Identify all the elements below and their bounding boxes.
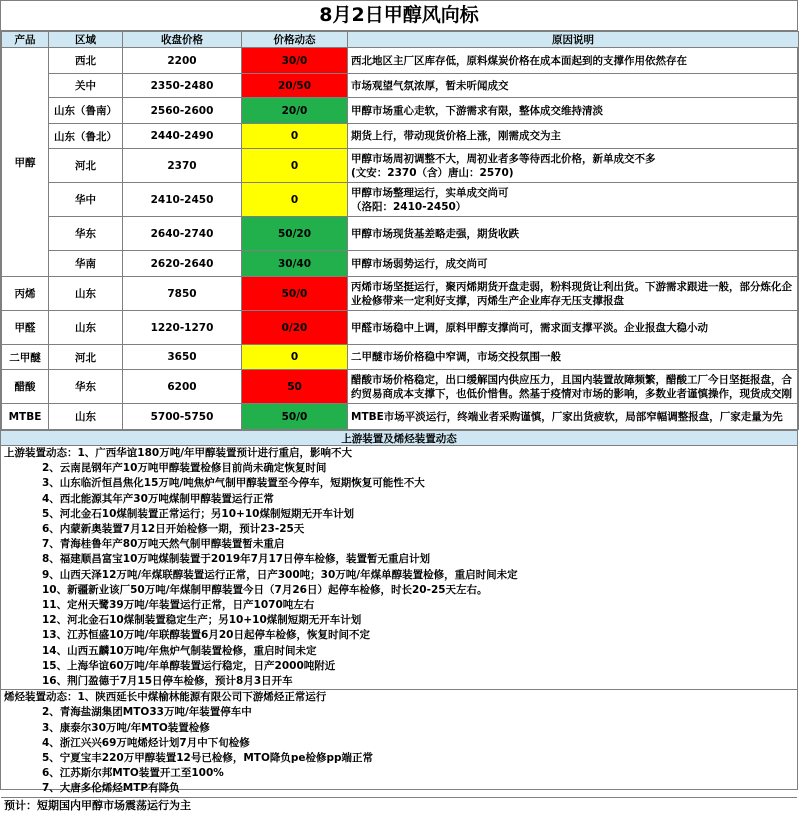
header-price: 收盘价格 — [123, 32, 242, 48]
note-item — [4, 705, 797, 720]
note-text: 10、新疆新业该厂50万吨/年煤制甲醇装置今日（7月26日）起停车检修，时长20-25天左右。 — [42, 583, 488, 596]
reason-cell — [348, 124, 799, 149]
note-item — [4, 690, 797, 705]
region-cell: 山东（鲁北） — [49, 124, 123, 149]
region-cell: 华东 — [49, 217, 123, 251]
reason-cell — [348, 183, 799, 217]
region-cell: 华中 — [49, 183, 123, 217]
region-cell: 华南 — [49, 251, 123, 277]
region-cell: 山东（鲁南） — [49, 98, 123, 124]
table-row — [2, 74, 799, 98]
reason-line: 甲醇市场弱势运行，成交尚可 — [351, 257, 488, 270]
note-item — [4, 736, 797, 751]
note-text: 1、陕西延长中煤榆林能源有限公司下游烯烃正常运行 — [77, 691, 327, 704]
table-row — [2, 217, 799, 251]
table-header-row — [2, 32, 799, 48]
header-reason: 原因说明 — [348, 32, 799, 48]
price-cell: 2410-2450 — [123, 183, 242, 217]
price-cell: 2200 — [123, 48, 242, 74]
product-cell: 二甲醚 — [2, 345, 49, 370]
price-cell: 2370 — [123, 149, 242, 183]
note-item — [4, 583, 797, 598]
note-item — [4, 674, 797, 689]
table-row — [2, 183, 799, 217]
table-row — [2, 48, 799, 74]
note-text: 6、江苏斯尔邦MTO装置开工至100% — [42, 767, 224, 780]
region-cell: 河北 — [49, 149, 123, 183]
price-dynamic-cell: 50 — [242, 370, 348, 404]
price-cell: 2350-2480 — [123, 74, 242, 98]
region-cell: 山东 — [49, 404, 123, 430]
note-text: 1、广西华谊180万吨/年甲醇装置预计进行重启，影响不大 — [77, 447, 353, 459]
reason-cell — [348, 370, 799, 404]
note-text: 15、上海华谊60万吨/年单醇装置运行稳定，日产2000吨附近 — [42, 659, 336, 672]
price-dynamic-cell: 0 — [242, 149, 348, 183]
region-cell: 山东 — [49, 277, 123, 311]
table-row — [2, 98, 799, 124]
note-item — [4, 522, 797, 537]
reason-cell — [348, 311, 799, 345]
note-item — [4, 781, 797, 796]
reason-line: 业检修带来一定利好支撑，丙烯生产企业库存无压支撑报盘 — [351, 294, 624, 307]
price-dynamic-cell: 30/0 — [242, 48, 348, 74]
section-title: 上游装置及烯烃装置动态 — [1, 430, 797, 445]
note-item — [4, 751, 797, 766]
reason-line: 丙烯市场坚挺运行，聚丙烯期货开盘走弱，粉料现货让利出货。下游需求跟进一般，部分炼化企 — [351, 280, 792, 293]
price-cell: 1220-1270 — [123, 311, 242, 345]
reason-cell — [348, 48, 799, 74]
forecast-text: 预计：短期国内甲醇市场震荡运行为主 — [1, 797, 797, 814]
note-item — [4, 721, 797, 736]
reason-cell — [348, 251, 799, 277]
region-cell: 山东 — [49, 311, 123, 345]
table-row — [2, 124, 799, 149]
note-item — [4, 552, 797, 567]
price-cell: 5700-5750 — [123, 404, 242, 430]
price-cell: 2640-2740 — [123, 217, 242, 251]
note-text: 2、云南昆钢年产10万吨甲醇装置检修目前尚未确定恢复时间 — [42, 462, 327, 475]
note-text: 7、青海桂鲁年产80万吨天然气制甲醇装置暂未重启 — [42, 538, 285, 551]
note-item — [4, 659, 797, 674]
upstream-notes — [1, 445, 797, 689]
note-text: 4、西北能源其年产30万吨煤制甲醇装置运行正常 — [42, 492, 274, 505]
note-text: 4、浙江兴兴69万吨烯烃计划7月中下旬检修 — [42, 736, 250, 749]
note-text: 9、山西天泽12万吨/年煤联醇装置运行正常，日产300吨；30万吨/年煤单醇装置检修，重启时间未定 — [42, 568, 518, 581]
price-dynamic-cell: 0 — [242, 345, 348, 370]
note-text: 3、山东临沂恒昌焦化15万吨/吨焦炉气制甲醇装置至今停车，短期恢复可能性不大 — [42, 477, 425, 490]
note-item — [4, 492, 797, 507]
reason-line: 甲醇市场现货基差略走强，期货收跌 — [351, 227, 519, 240]
reason-line: 市场观望气氛浓厚，暂未听闻成交 — [351, 79, 509, 92]
price-dynamic-cell: 0 — [242, 124, 348, 149]
price-table — [1, 31, 799, 430]
header-product: 产品 — [2, 32, 49, 48]
table-row — [2, 149, 799, 183]
note-item — [4, 568, 797, 583]
price-dynamic-cell: 50/0 — [242, 404, 348, 430]
note-text: 5、河北金石10煤制装置正常运行；另10+10煤制短期无开车计划 — [42, 507, 354, 520]
note-item — [4, 537, 797, 552]
olefin-notes — [1, 689, 797, 796]
region-cell: 河北 — [49, 345, 123, 370]
region-cell: 华东 — [49, 370, 123, 404]
reason-cell — [348, 404, 799, 430]
note-text: 6、内蒙新奥装置7月12日开始检修一期，预计23-25天 — [42, 523, 305, 536]
table-row — [2, 404, 799, 430]
table-row — [2, 370, 799, 404]
reason-line: 期货上行，带动现货价格上涨，刚需成交为主 — [351, 130, 561, 142]
reason-line: 甲醇市场整理运行，实单成交尚可 — [351, 186, 509, 199]
note-text: 11、定州天鹭39万吨/年装置运行正常，日产1070吨左右 — [42, 599, 315, 612]
product-cell: 甲醇 — [2, 48, 49, 277]
note-text: 16、荆门盈德于7月15日停车检修，预计8月3日开车 — [42, 675, 293, 688]
reason-line: 甲醇市场重心走软，下游需求有限，整体成交维持清淡 — [351, 104, 603, 117]
note-text: 13、江苏恒盛10万吨/年联醇装置6月20日起停车检修，恢复时间不定 — [42, 629, 370, 642]
price-dynamic-cell: 20/0 — [242, 98, 348, 124]
product-cell: 丙烯 — [2, 277, 49, 311]
reason-line: 甲醛市场稳中上调，原料甲醇支撑尚可，需求面支撑平淡。企业报盘大稳小动 — [351, 321, 708, 334]
header-dynamic: 价格动态 — [242, 32, 348, 48]
price-cell: 2440-2490 — [123, 124, 242, 149]
note-text: 5、宁夏宝丰220万甲醇装置12号已检修，MTO降负pe检修pp端正常 — [42, 752, 374, 765]
product-cell: MTBE — [2, 404, 49, 430]
note-item — [4, 628, 797, 643]
price-dynamic-cell: 0 — [242, 183, 348, 217]
note-text: 7、大唐多伦烯烃MTP有降负 — [42, 782, 180, 795]
reason-cell — [348, 217, 799, 251]
note-text: 3、康泰尔30万吨/年MTO装置检修 — [42, 721, 210, 734]
table-row — [2, 345, 799, 370]
reason-cell — [348, 149, 799, 183]
table-row — [2, 251, 799, 277]
note-item — [4, 476, 797, 491]
note-item — [4, 613, 797, 628]
reason-line: 西北地区主厂区库存低，原料煤炭价格在成本面起到的支撑作用依然存在 — [351, 54, 687, 67]
note-label: 上游装置动态： — [4, 447, 78, 459]
reason-line: MTBE市场平淡运行，终端业者采购谨慎，厂家出货疲软，局部窄幅调整报盘，厂家走量为先 — [351, 410, 783, 423]
reason-cell — [348, 74, 799, 98]
reason-cell — [348, 277, 799, 311]
price-dynamic-cell: 0/20 — [242, 311, 348, 345]
note-item — [4, 598, 797, 613]
note-item — [4, 644, 797, 659]
note-text: 8、福建顺昌富宝10万吨煤制装置于2019年7月17日停车检修，装置暂无重启计划 — [42, 553, 431, 566]
region-cell: 关中 — [49, 74, 123, 98]
note-text: 14、山西五麟10万吨/年焦炉气制装置检修，重启时间未定 — [42, 644, 317, 657]
region-cell: 西北 — [49, 48, 123, 74]
price-dynamic-cell: 50/0 — [242, 277, 348, 311]
price-cell: 3650 — [123, 345, 242, 370]
note-item — [4, 766, 797, 781]
note-text: 12、河北金石10煤制装置稳定生产；另10+10煤制短期无开车计划 — [42, 614, 362, 627]
reason-line: 醋酸市场价格稳定，出口缓解国内供应压力，且国内装置故障频繁，醋酸工厂今日坚挺报盘，合 — [351, 373, 792, 386]
price-cell: 2560-2600 — [123, 98, 242, 124]
header-region: 区域 — [49, 32, 123, 48]
price-cell: 7850 — [123, 277, 242, 311]
table-row — [2, 311, 799, 345]
report-title: 8月2日甲醇风向标 — [1, 1, 797, 31]
note-item — [4, 446, 797, 461]
table-row — [2, 277, 799, 311]
note-label: 烯烃装置动态： — [4, 691, 78, 704]
reason-line: （洛阳：2410-2450） — [351, 200, 467, 213]
price-dynamic-cell: 30/40 — [242, 251, 348, 277]
product-cell: 甲醛 — [2, 311, 49, 345]
price-dynamic-cell: 50/20 — [242, 217, 348, 251]
note-item — [4, 507, 797, 522]
reason-line: 约贸易商成本支撑下，也低价惜售。然基于疫情对市场的影响，多数业者谨慎操作，现货成交刚 — [351, 387, 792, 400]
reason-cell — [348, 98, 799, 124]
note-text: 2、青海盐湖集团MTO33万吨/年装置停车中 — [42, 706, 252, 719]
reason-cell — [348, 345, 799, 370]
reason-line: 二甲醚市场价格稳中窄调，市场交投氛围一般 — [351, 351, 561, 363]
price-dynamic-cell: 20/50 — [242, 74, 348, 98]
note-item — [4, 461, 797, 476]
product-cell: 醋酸 — [2, 370, 49, 404]
price-cell: 6200 — [123, 370, 242, 404]
price-cell: 2620-2640 — [123, 251, 242, 277]
reason-line: (文安：2370（含）唐山：2570) — [351, 166, 514, 179]
reason-line: 甲醇市场周初调整不大，周初业者多等待西北价格，新单成交不多 — [351, 152, 656, 165]
